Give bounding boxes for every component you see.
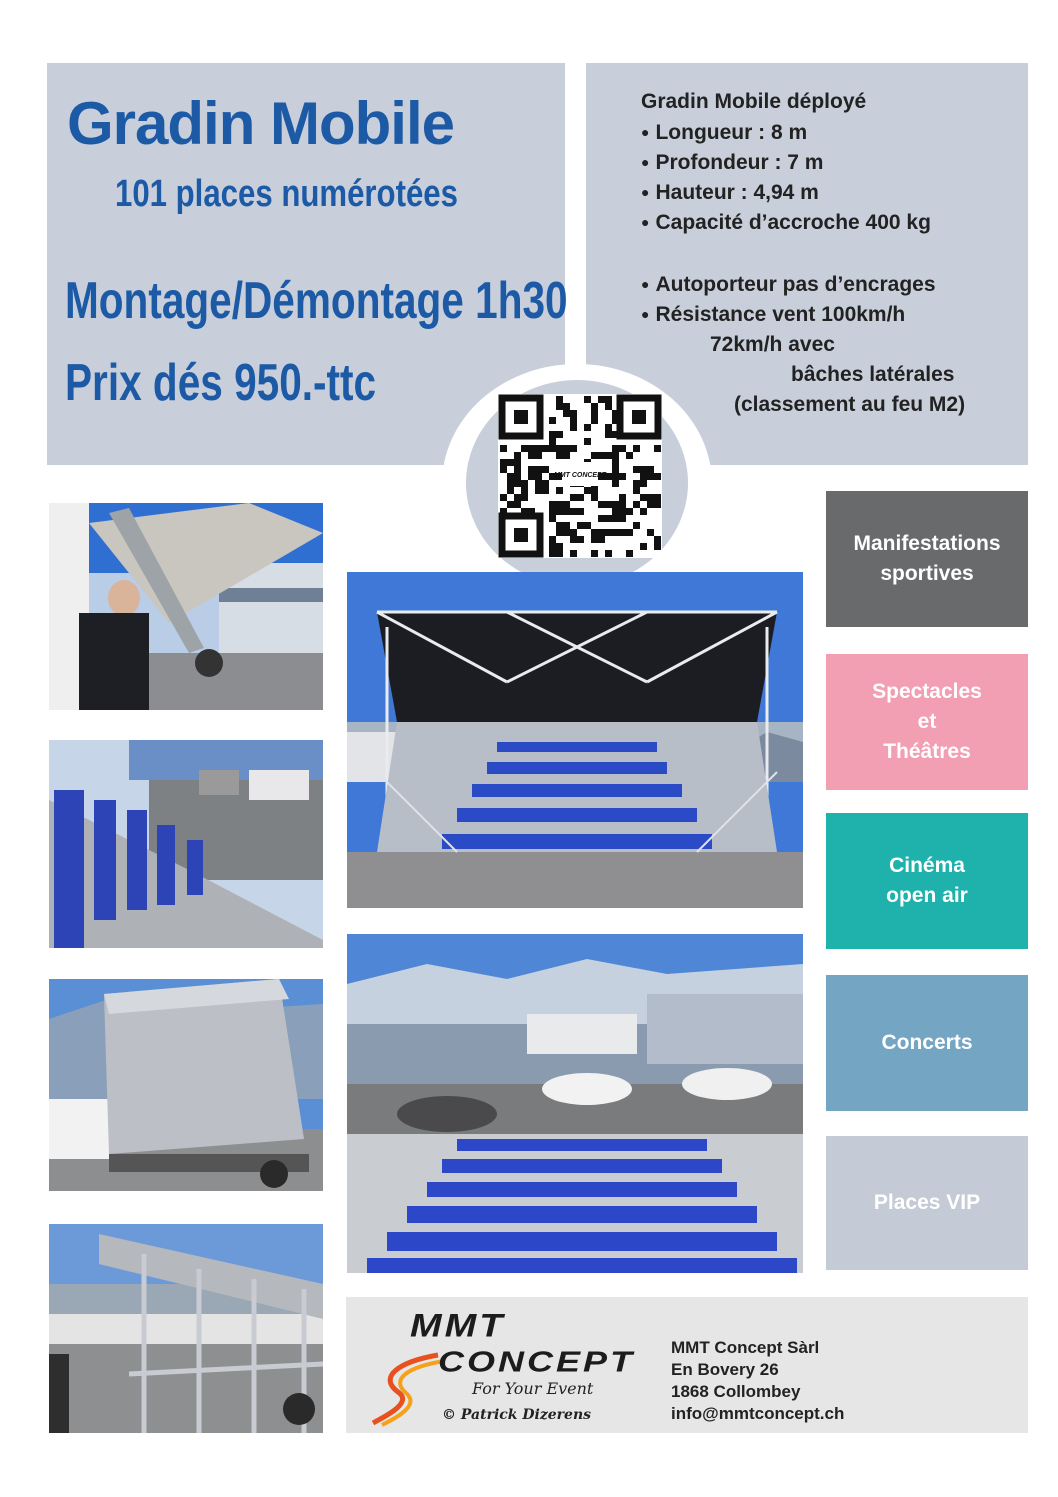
category-sport-events[interactable] xyxy=(826,491,1028,627)
qr-module xyxy=(556,445,563,452)
qr-module xyxy=(633,480,640,487)
qr-module xyxy=(570,424,577,431)
qr-module xyxy=(647,529,654,536)
qr-module xyxy=(598,396,605,403)
qr-module xyxy=(598,529,605,536)
qr-module xyxy=(507,487,514,494)
qr-module xyxy=(500,445,507,452)
qr-module xyxy=(570,410,577,417)
qr-module xyxy=(563,522,570,529)
qr-module xyxy=(507,480,514,487)
qr-module xyxy=(514,473,521,480)
qr-module xyxy=(556,522,563,529)
qr-module xyxy=(633,466,640,473)
qr-module xyxy=(619,508,626,515)
qr-module xyxy=(619,473,626,480)
qr-module xyxy=(528,473,535,480)
specs-heading: Gradin Mobile déployé xyxy=(641,90,867,113)
qr-module xyxy=(626,452,633,459)
logo-tagline: For Your Event xyxy=(472,1379,594,1398)
spec-item: ● Longueur : 8 m xyxy=(641,117,931,147)
qr-module xyxy=(654,543,661,550)
qr-module xyxy=(591,487,598,494)
qr-module xyxy=(556,431,563,438)
qr-module xyxy=(577,508,584,515)
qr-module xyxy=(619,501,626,508)
qr-module xyxy=(584,522,591,529)
qr-module xyxy=(591,417,598,424)
qr-module xyxy=(591,550,598,557)
qr-module xyxy=(654,445,661,452)
category-label: Cinéma open air xyxy=(886,854,968,907)
qr-module xyxy=(577,494,584,501)
qr-module xyxy=(577,522,584,529)
qr-module xyxy=(556,403,563,410)
qr-module xyxy=(605,396,612,403)
qr-module xyxy=(626,550,633,557)
qr-module xyxy=(556,501,563,508)
qr-module xyxy=(654,536,661,543)
spec-item: ● Profondeur : 7 m xyxy=(641,147,931,177)
qr-module xyxy=(542,466,549,473)
footer xyxy=(346,1297,1028,1433)
qr-module xyxy=(507,459,514,466)
qr-module xyxy=(584,487,591,494)
address-street: En Bovery 26 xyxy=(671,1360,779,1379)
qr-module xyxy=(654,473,661,480)
qr-module xyxy=(570,417,577,424)
qr-module xyxy=(577,536,584,543)
category-concerts[interactable] xyxy=(826,975,1028,1111)
qr-module xyxy=(591,410,598,417)
qr-module xyxy=(514,452,521,459)
company-name: MMT Concept Sàrl xyxy=(671,1338,820,1357)
qr-module xyxy=(612,508,619,515)
qr-module xyxy=(605,452,612,459)
qr-module xyxy=(507,473,514,480)
qr-module xyxy=(640,508,647,515)
qr-module xyxy=(584,424,591,431)
company-logo xyxy=(368,1303,636,1427)
photo-grandstand-seats-view xyxy=(347,934,803,1273)
qr-code-icon[interactable] xyxy=(498,394,662,558)
qr-module xyxy=(563,403,570,410)
qr-module xyxy=(514,501,521,508)
qr-module xyxy=(563,445,570,452)
qr-module xyxy=(556,396,563,403)
photo-seats-rows xyxy=(49,740,323,948)
qr-module xyxy=(619,529,626,536)
spec-item: ● Capacité d’accroche 400 kg xyxy=(641,207,931,237)
qr-module xyxy=(549,508,556,515)
qr-module xyxy=(612,529,619,536)
qr-module xyxy=(542,445,549,452)
qr-module xyxy=(549,515,556,522)
qr-module xyxy=(535,466,542,473)
qr-module xyxy=(591,403,598,410)
qr-module xyxy=(605,515,612,522)
logo-author: © Patrick Dizerens xyxy=(442,1407,592,1423)
photo-installation-worker xyxy=(49,503,323,710)
qr-module xyxy=(591,529,598,536)
qr-module xyxy=(591,452,598,459)
category-open-air-cinema[interactable] xyxy=(826,813,1028,949)
swoosh-icon xyxy=(368,1347,448,1427)
qr-module xyxy=(500,466,507,473)
qr-module xyxy=(605,529,612,536)
qr-module xyxy=(598,515,605,522)
qr-module xyxy=(535,452,542,459)
qr-module xyxy=(535,487,542,494)
qr-module xyxy=(612,501,619,508)
qr-module xyxy=(640,473,647,480)
qr-module xyxy=(591,494,598,501)
qr-module xyxy=(549,543,556,550)
qr-module xyxy=(612,515,619,522)
qr-module xyxy=(549,431,556,438)
photo-grandstand-deployed xyxy=(347,572,803,908)
spec-item: ● Autoporteur pas d’encrages xyxy=(641,269,936,299)
qr-module xyxy=(514,459,521,466)
qr-center-logo: MMT CONCEPT xyxy=(553,472,607,479)
qr-module xyxy=(514,494,521,501)
qr-module xyxy=(640,494,647,501)
qr-module xyxy=(563,529,570,536)
qr-module xyxy=(542,487,549,494)
qr-module xyxy=(549,445,556,452)
qr-module xyxy=(528,466,535,473)
qr-module xyxy=(570,494,577,501)
spec-continuation: 72km/h avec xyxy=(710,333,835,356)
qr-module xyxy=(563,452,570,459)
qr-module xyxy=(647,494,654,501)
qr-module xyxy=(640,480,647,487)
qr-module xyxy=(605,431,612,438)
category-label: Manifestations sportives xyxy=(853,532,1001,585)
qr-module xyxy=(619,515,626,522)
qr-module xyxy=(556,452,563,459)
spec-continuation: bâches latérales xyxy=(791,363,955,386)
qr-module xyxy=(563,501,570,508)
category-label: Places VIP xyxy=(873,1191,981,1214)
photo-scaffold-structure xyxy=(49,1224,323,1433)
qr-module xyxy=(556,508,563,515)
specs-list xyxy=(641,117,931,237)
qr-module xyxy=(640,543,647,550)
qr-module xyxy=(654,501,661,508)
qr-module xyxy=(556,487,563,494)
qr-module xyxy=(570,550,577,557)
qr-module xyxy=(542,480,549,487)
qr-module xyxy=(549,550,556,557)
category-vip-seats[interactable] xyxy=(826,1136,1028,1270)
qr-module xyxy=(598,452,605,459)
qr-module xyxy=(647,473,654,480)
qr-module xyxy=(626,529,633,536)
qr-module xyxy=(598,536,605,543)
qr-module xyxy=(521,445,528,452)
qr-module xyxy=(584,438,591,445)
qr-module xyxy=(570,508,577,515)
qr-module xyxy=(535,480,542,487)
qr-module xyxy=(521,480,528,487)
qr-module xyxy=(605,501,612,508)
qr-module xyxy=(500,494,507,501)
qr-module xyxy=(612,480,619,487)
page-subtitle: 101 places numérotées xyxy=(115,173,458,215)
page-title: Gradin Mobile xyxy=(67,90,455,157)
qr-module xyxy=(633,445,640,452)
qr-module xyxy=(584,396,591,403)
category-label: Concerts xyxy=(881,1031,973,1054)
qr-module xyxy=(535,473,542,480)
category-shows-theatres[interactable] xyxy=(826,654,1028,790)
qr-module xyxy=(570,529,577,536)
qr-module xyxy=(647,501,654,508)
price: Prix dés 950.-ttc xyxy=(65,354,377,412)
qr-module xyxy=(619,494,626,501)
qr-module xyxy=(640,466,647,473)
qr-module xyxy=(549,417,556,424)
qr-module xyxy=(633,501,640,508)
qr-module xyxy=(507,501,514,508)
qr-module xyxy=(619,445,626,452)
qr-module xyxy=(633,487,640,494)
logo-line-concept: CONCEPT xyxy=(438,1345,636,1378)
address-city: 1868 Collombey xyxy=(671,1382,801,1401)
qr-module xyxy=(570,445,577,452)
qr-module xyxy=(528,445,535,452)
specs-list-2 xyxy=(641,269,936,329)
qr-module xyxy=(514,466,521,473)
qr-module xyxy=(612,473,619,480)
qr-module xyxy=(612,466,619,473)
company-address xyxy=(671,1337,844,1425)
qr-module xyxy=(556,529,563,536)
photo-trailer-covered xyxy=(49,979,323,1191)
qr-module xyxy=(654,494,661,501)
qr-module xyxy=(549,501,556,508)
qr-module xyxy=(549,438,556,445)
category-label: Spectacles et Théâtres xyxy=(872,680,982,763)
spec-continuation: (classement au feu M2) xyxy=(734,393,966,416)
qr-module xyxy=(605,403,612,410)
qr-module xyxy=(612,445,619,452)
qr-module xyxy=(521,487,528,494)
qr-module xyxy=(591,536,598,543)
qr-module xyxy=(612,452,619,459)
qr-module xyxy=(563,410,570,417)
qr-module xyxy=(549,536,556,543)
qr-module xyxy=(528,452,535,459)
qr-module xyxy=(612,459,619,466)
qr-module xyxy=(598,501,605,508)
montage-time: Montage/Démontage 1h30 xyxy=(65,272,568,330)
email-link[interactable]: info@mmtconcept.ch xyxy=(671,1404,845,1423)
qr-module xyxy=(605,424,612,431)
qr-module xyxy=(605,550,612,557)
qr-module xyxy=(647,466,654,473)
qr-module xyxy=(500,459,507,466)
qr-module xyxy=(626,508,633,515)
spec-item: ● Hauteur : 4,94 m xyxy=(641,177,931,207)
qr-module xyxy=(633,522,640,529)
qr-module xyxy=(563,508,570,515)
qr-module xyxy=(570,536,577,543)
qr-module xyxy=(514,480,521,487)
qr-module xyxy=(556,543,563,550)
spec-item: ● Résistance vent 100km/h xyxy=(641,299,936,329)
qr-module xyxy=(556,550,563,557)
qr-module xyxy=(535,445,542,452)
logo-line-mmt: MMT xyxy=(410,1308,506,1344)
qr-module xyxy=(521,494,528,501)
